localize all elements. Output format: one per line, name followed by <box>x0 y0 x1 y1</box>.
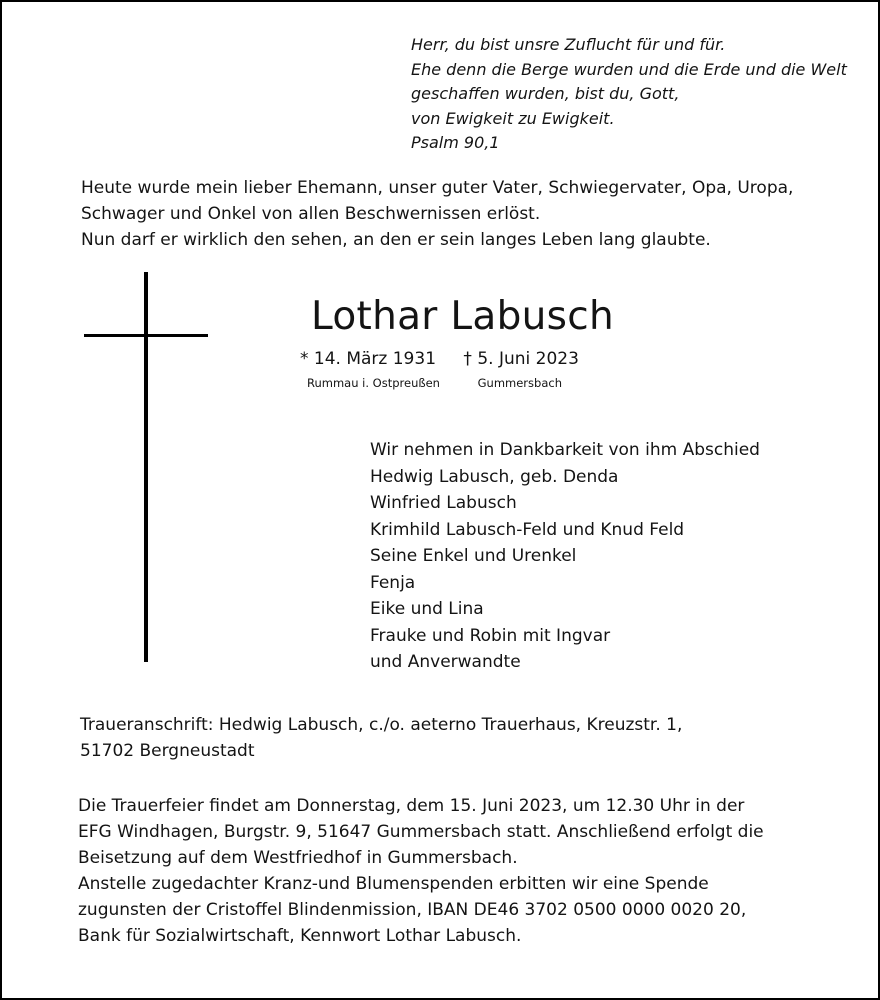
birth-date: * 14. März 1931 <box>300 349 437 369</box>
psalm-quote <box>411 33 847 156</box>
intro-line: Nun darf er wirklich den sehen, an den er sein langes Leben lang glaubte. <box>81 230 711 250</box>
cross-vertical-bar <box>144 272 148 662</box>
psalm-line: Ehe denn die Berge wurden und die Erde und die Welt <box>411 59 847 79</box>
mourner-line: und Anverwandte <box>370 652 521 672</box>
service-details <box>78 793 764 949</box>
psalm-reference: Psalm 90,1 <box>411 133 500 152</box>
death-date: † 5. Juni 2023 <box>463 349 579 369</box>
mourning-address <box>80 712 682 764</box>
mourner-line: Frauke und Robin mit Ingvar <box>370 625 611 646</box>
mourner-line: Fenja <box>370 572 416 593</box>
intro-line: Heute wurde mein lieber Ehemann, unser guter Vater, Schwiegervater, Opa, Uropa, <box>81 178 794 198</box>
mourner-line: Winfried Labusch <box>370 493 517 513</box>
donation-line: zugunsten der Cristoffel Blindenmission, IBAN DE46 3702 0500 0000 0020 20, <box>78 900 747 920</box>
cross-horizontal-bar <box>84 334 208 337</box>
birth-place: Rummau i. Ostpreußen <box>307 376 440 390</box>
death-place: Gummersbach <box>477 376 562 390</box>
address-line: 51702 Bergneustadt <box>80 741 255 761</box>
intro-line: Schwager und Onkel von allen Beschwernissen erlöst. <box>81 204 541 224</box>
service-line: Beisetzung auf dem Westfriedhof in Gummersbach. <box>78 848 518 868</box>
donation-line: Anstelle zugedachter Kranz-und Blumenspenden erbitten wir eine Spende <box>78 874 709 894</box>
deceased-name: Lothar Labusch <box>311 294 615 339</box>
mourner-line: Krimhild Labusch-Feld und Knud Feld <box>370 519 685 540</box>
donation-line: Bank für Sozialwirtschaft, Kennwort Lothar Labusch. <box>78 926 522 946</box>
mourner-line: Wir nehmen in Dankbarkeit von ihm Abschied <box>370 440 760 460</box>
life-dates <box>300 347 579 371</box>
address-line: Traueranschrift: Hedwig Labusch, c./o. aeterno Trauerhaus, Kreuzstr. 1, <box>80 715 683 735</box>
psalm-line: geschaffen wurden, bist du, Gott, <box>411 84 680 103</box>
life-places <box>307 375 562 391</box>
psalm-line: Herr, du bist unsre Zuflucht für und für. <box>411 35 726 54</box>
service-line: EFG Windhagen, Burgstr. 9, 51647 Gummersbach statt. Anschließend erfolgt die <box>78 822 764 842</box>
service-line: Die Trauerfeier findet am Donnerstag, dem 15. Juni 2023, um 12.30 Uhr in der <box>78 796 745 816</box>
mourner-line: Hedwig Labusch, geb. Denda <box>370 466 619 487</box>
psalm-line: von Ewigkeit zu Ewigkeit. <box>411 108 615 128</box>
mourner-line: Eike und Lina <box>370 599 484 619</box>
mourner-line: Seine Enkel und Urenkel <box>370 546 577 566</box>
mourners-list <box>370 437 760 676</box>
intro-text <box>81 175 793 253</box>
